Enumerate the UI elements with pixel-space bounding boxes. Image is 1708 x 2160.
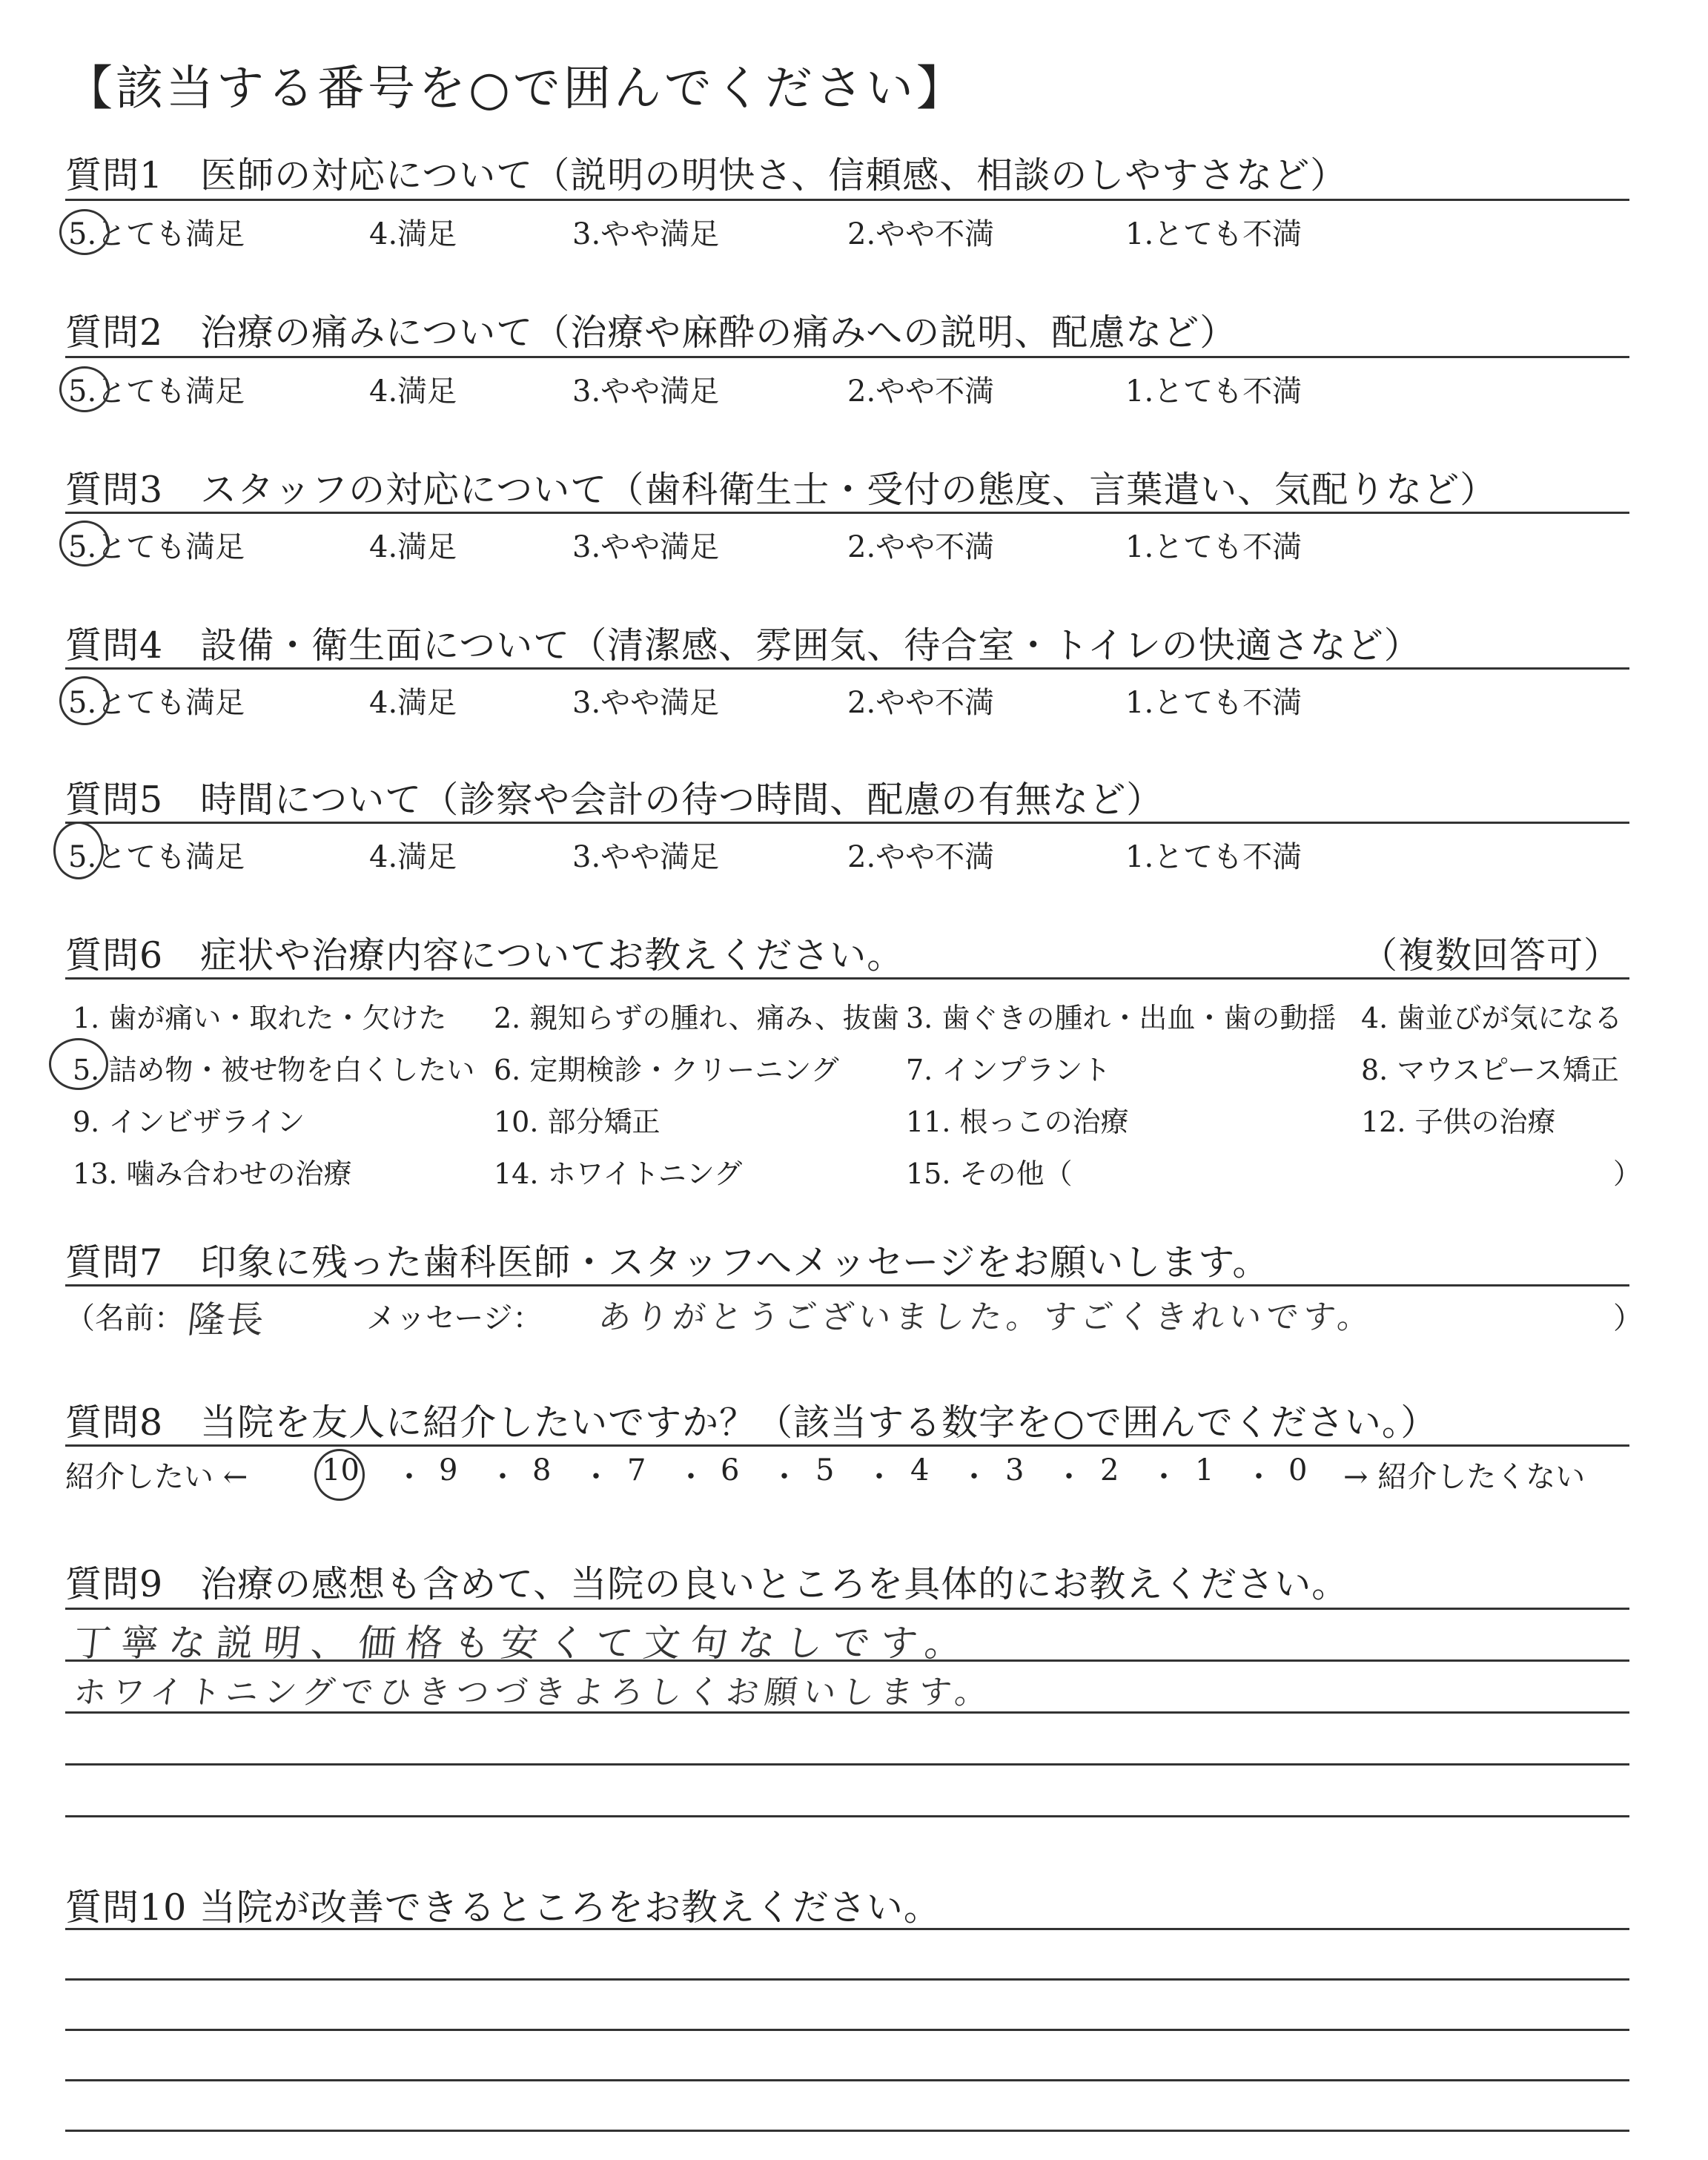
q1-option-5[interactable]: 5.とても満足 xyxy=(68,217,245,251)
q8-value-8[interactable]: 8 xyxy=(532,1453,552,1487)
q4-title: 質問4 設備・衛生面について（清潔感、雰囲気、待合室・トイレの快適さなど） xyxy=(65,624,1421,667)
q1-title: 質問1 医師の対応について（説明の明快さ、信頼感、相談のしやすさなど） xyxy=(65,154,1348,196)
q1-option-4[interactable]: 4.満足 xyxy=(369,217,457,251)
q6-item-13[interactable]: 13. 噛み合わせの治療 xyxy=(73,1157,352,1190)
q8-value-2[interactable]: 2 xyxy=(1100,1453,1119,1487)
q6-note: （複数回答可） xyxy=(1361,934,1621,977)
q8-sep: ・ xyxy=(676,1460,706,1494)
q8-sep: ・ xyxy=(959,1460,989,1494)
q4-selected-circle xyxy=(59,676,110,725)
q6-item-14[interactable]: 14. ホワイトニング xyxy=(494,1157,743,1190)
q3-option-2[interactable]: 2.やや不満 xyxy=(847,530,995,564)
q8-sep: ・ xyxy=(1054,1460,1084,1494)
q10-line-1 xyxy=(65,1928,1629,1930)
q10-title: 質問10 当院が改善できるところをお教えください。 xyxy=(65,1886,941,1929)
q7-title: 質問7 印象に残った歯科医師・スタッフへメッセージをお願いします。 xyxy=(65,1241,1270,1284)
q9-line-5 xyxy=(65,1815,1629,1817)
q3-option-3[interactable]: 3.やや満足 xyxy=(572,530,720,564)
q6-item-4[interactable]: 4. 歯並びが気になる xyxy=(1361,1002,1623,1034)
q4-option-2[interactable]: 2.やや不満 xyxy=(847,686,995,720)
q8-value-3[interactable]: 3 xyxy=(1005,1453,1025,1487)
q6-item-10[interactable]: 10. 部分矯正 xyxy=(494,1106,661,1138)
q9-answer-line-1[interactable]: 丁寧な説明、価格も安くて文句なしです。 xyxy=(71,1622,975,1665)
q5-option-3[interactable]: 3.やや満足 xyxy=(572,840,720,874)
q6-selected-circle xyxy=(49,1038,108,1090)
q6-item-5[interactable]: 5. 詰め物・被せ物を白くしたい xyxy=(73,1054,475,1086)
q4-option-4[interactable]: 4.満足 xyxy=(369,686,457,720)
q8-sep: ・ xyxy=(864,1460,894,1494)
q9-line-1 xyxy=(65,1608,1629,1610)
q8-rule xyxy=(65,1444,1629,1447)
q4-rule xyxy=(65,667,1629,670)
q2-rule xyxy=(65,356,1629,358)
q9-answer-line-2[interactable]: ホワイトニングでひきつづきよろしくお願いします。 xyxy=(71,1674,996,1711)
q9-title: 質問9 治療の感想も含めて、当院の良いところを具体的にお教えください。 xyxy=(65,1563,1349,1605)
q6-item-15-close: ） xyxy=(1613,1157,1642,1190)
q2-option-5[interactable]: 5.とても満足 xyxy=(68,374,245,409)
q4-option-5[interactable]: 5.とても満足 xyxy=(68,686,245,720)
q8-value-6[interactable]: 6 xyxy=(721,1453,740,1487)
q8-selected-circle xyxy=(314,1449,365,1501)
q9-line-2 xyxy=(65,1659,1629,1662)
q1-option-3[interactable]: 3.やや満足 xyxy=(572,217,720,251)
q5-option-2[interactable]: 2.やや不満 xyxy=(847,840,995,874)
q4-option-1[interactable]: 1.とても不満 xyxy=(1125,686,1302,720)
q1-option-2[interactable]: 2.やや不満 xyxy=(847,217,995,251)
q8-sep: ・ xyxy=(769,1460,799,1494)
q8-sep: ・ xyxy=(1149,1460,1179,1494)
q8-sep: ・ xyxy=(394,1460,424,1494)
q8-value-10[interactable]: 10 xyxy=(322,1453,360,1487)
q2-title: 質問2 治療の痛みについて（治療や麻酔の痛みへの説明、配慮など） xyxy=(65,311,1237,354)
q10-line-4 xyxy=(65,2079,1629,2081)
q6-item-6[interactable]: 6. 定期検診・クリーニング xyxy=(494,1054,839,1086)
q4-option-3[interactable]: 3.やや満足 xyxy=(572,686,720,720)
q3-title: 質問3 スタッフの対応について（歯科衛生士・受付の態度、言葉遣い、気配りなど） xyxy=(65,469,1497,511)
q6-item-11[interactable]: 11. 根っこの治療 xyxy=(906,1106,1129,1138)
q1-option-1[interactable]: 1.とても不満 xyxy=(1125,217,1302,251)
q7-close-paren: ） xyxy=(1613,1301,1643,1335)
q6-item-9[interactable]: 9. インビザライン xyxy=(73,1106,305,1138)
q7-message-label: メッセージ： xyxy=(366,1301,543,1335)
q2-option-2[interactable]: 2.やや不満 xyxy=(847,374,995,409)
q7-rule xyxy=(65,1284,1629,1287)
q6-item-7[interactable]: 7. インプラント xyxy=(906,1054,1111,1086)
q8-right-label: → 紹介したくない xyxy=(1343,1460,1586,1494)
q8-value-0[interactable]: 0 xyxy=(1288,1453,1308,1487)
q7-name-value[interactable]: 隆長 xyxy=(185,1298,268,1341)
q6-rule xyxy=(65,977,1629,980)
q3-selected-circle xyxy=(59,521,110,567)
q1-rule xyxy=(65,199,1629,201)
q5-title: 質問5 時間について（診察や会計の待つ時間、配慮の有無など） xyxy=(65,779,1164,821)
q6-item-3[interactable]: 3. 歯ぐきの腫れ・出血・歯の動揺 xyxy=(906,1002,1337,1034)
q5-selected-circle xyxy=(53,822,104,879)
q3-option-4[interactable]: 4.満足 xyxy=(369,530,457,564)
q9-line-3 xyxy=(65,1711,1629,1714)
q5-option-5[interactable]: 5.とても満足 xyxy=(68,840,245,874)
q8-sep: ・ xyxy=(1244,1460,1274,1494)
q8-value-7[interactable]: 7 xyxy=(627,1453,646,1487)
q2-option-4[interactable]: 4.満足 xyxy=(369,374,457,409)
q8-value-5[interactable]: 5 xyxy=(815,1453,835,1487)
q5-option-4[interactable]: 4.満足 xyxy=(369,840,457,874)
q6-title: 質問6 症状や治療内容についてお教えください。 xyxy=(65,934,904,977)
q10-line-2 xyxy=(65,1978,1629,1981)
q3-option-5[interactable]: 5.とても満足 xyxy=(68,530,245,564)
q8-value-4[interactable]: 4 xyxy=(910,1453,930,1487)
q2-option-1[interactable]: 1.とても不満 xyxy=(1125,374,1302,409)
q2-option-3[interactable]: 3.やや満足 xyxy=(572,374,720,409)
q10-line-3 xyxy=(65,2029,1629,2031)
q10-line-5 xyxy=(65,2130,1629,2132)
q8-value-1[interactable]: 1 xyxy=(1195,1453,1214,1487)
q7-message-value[interactable]: ありがとうございました。すごくきれいです。 xyxy=(596,1298,1377,1336)
q6-item-1[interactable]: 1. 歯が痛い・取れた・欠けた xyxy=(73,1002,447,1034)
q6-item-2[interactable]: 2. 親知らずの腫れ、痛み、抜歯 xyxy=(494,1002,899,1034)
q6-item-8[interactable]: 8. マウスピース矯正 xyxy=(1361,1054,1619,1086)
q1-selected-circle xyxy=(59,209,110,255)
q3-option-1[interactable]: 1.とても不満 xyxy=(1125,530,1302,564)
q3-rule xyxy=(65,512,1629,514)
q8-sep: ・ xyxy=(488,1460,517,1494)
q6-item-15[interactable]: 15. その他（ xyxy=(906,1157,1073,1190)
q2-selected-circle xyxy=(59,366,110,412)
q6-item-12[interactable]: 12. 子供の治療 xyxy=(1361,1106,1556,1138)
q9-line-4 xyxy=(65,1763,1629,1766)
q8-value-9[interactable]: 9 xyxy=(439,1453,458,1487)
q7-name-label: （名前： xyxy=(65,1301,184,1335)
q5-option-1[interactable]: 1.とても不満 xyxy=(1125,840,1302,874)
q8-sep: ・ xyxy=(581,1460,611,1494)
q8-title: 質問8 当院を友人に紹介したいですか？（該当する数字を○で囲んでください。） xyxy=(65,1401,1438,1444)
q5-rule xyxy=(65,822,1629,824)
q8-left-label: 紹介したい ← xyxy=(65,1460,248,1494)
form-header: 【該当する番号を○で囲んでください】 xyxy=(65,62,967,116)
